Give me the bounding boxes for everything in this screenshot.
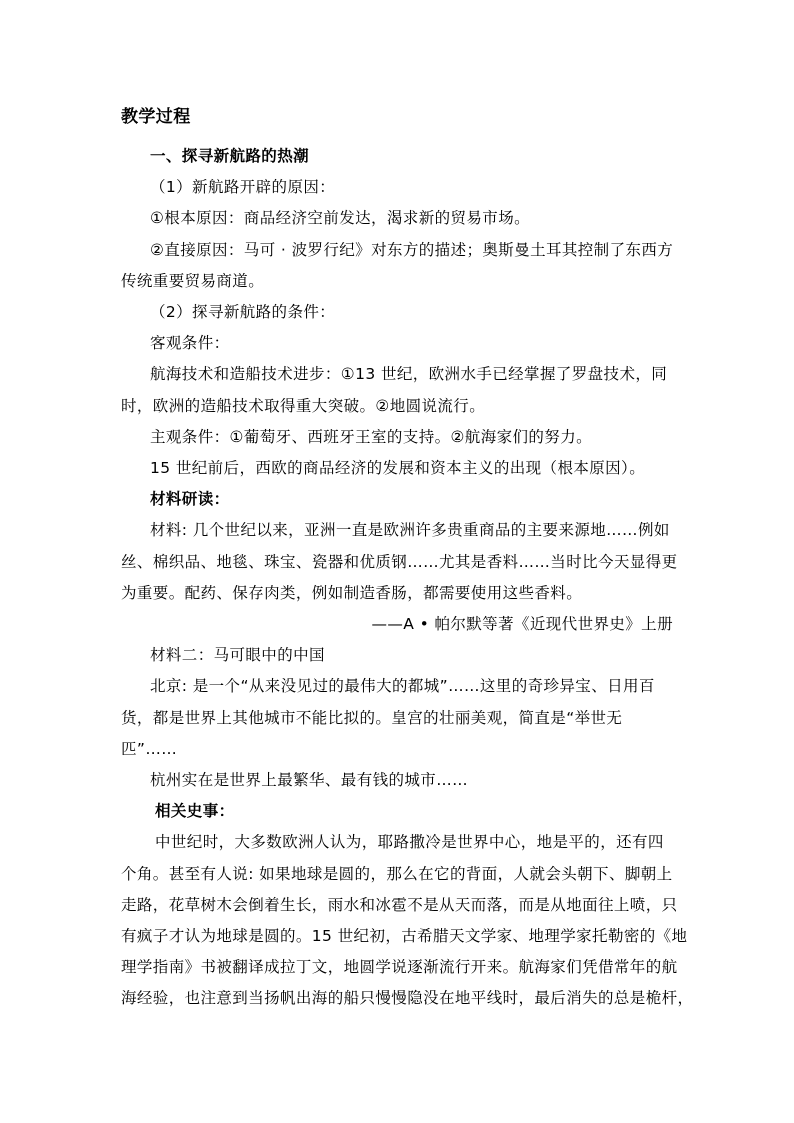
paragraph-text: 理学指南》书被翻译成拉丁文，地圆学说逐渐流行开来。航海家们凭借常年的航 <box>121 958 678 976</box>
history-heading: 相关史事： <box>155 802 235 820</box>
paragraph-text: 杭州实在是世界上最繁华、最有钱的城市…… <box>150 771 469 789</box>
paragraph-text: 匹”…… <box>121 740 178 758</box>
materials-heading: 材料研读： <box>150 490 230 508</box>
paragraph-text: 材料: 几个世纪以来，亚洲一直是欧洲许多贵重商品的主要来源地……例如 <box>150 521 670 539</box>
paragraph-text: 个角。甚至有人说: 如果地球是圆的，那么在它的背面，人就会头朝下、脚朝上 <box>121 865 673 883</box>
paragraph-text: ②直接原因：马可 · 波罗行纪》对东方的描述；奥斯曼土耳其控制了东西方 <box>150 241 674 259</box>
paragraph-text: 走路，花草树木会倒着生长，雨水和冰雹不是从天而落，而是从地面往上喷，只 <box>121 896 678 914</box>
paragraph-text: 货，都是世界上其他城市不能比拟的。皇宫的壮丽美观，简直是“举世无 <box>121 709 623 727</box>
paragraph-text: 时，欧洲的造船技术取得重大突破。②地圆说流行。 <box>121 397 486 415</box>
paragraph-text: 主观条件：①葡萄牙、西班牙王室的支持。②航海家们的努力。 <box>150 428 592 446</box>
paragraph-text: 传统重要贸易商道。 <box>121 272 265 290</box>
paragraph-text: ①根本原因：商品经济空前发达，渴求新的贸易市场。 <box>150 209 530 227</box>
paragraph-label: （1）新航路开辟的原因： <box>150 178 336 196</box>
paragraph-text: 北京: 是一个“从来没见过的最伟大的都城”……这里的奇珍异宝、日用百 <box>150 677 655 695</box>
paragraph-text: 客观条件： <box>150 334 230 352</box>
paragraph-text: 有疯子才认为地球是圆的。15 世纪初，古希腊天文学家、地理学家托勒密的《地 <box>121 927 688 945</box>
doc-title: 教学过程 <box>121 107 191 127</box>
paragraph-text: 材料二：马可眼中的中国 <box>150 646 325 664</box>
source-citation: ——A • 帕尔默等著《近现代世界史》上册 <box>371 615 673 633</box>
paragraph-text: 为重要。配药、保存肉类，例如制造香肠，都需要使用这些香料。 <box>121 584 583 602</box>
paragraph-label: （2）探寻新航路的条件： <box>150 303 336 321</box>
section-heading: 一、探寻新航路的热潮 <box>150 147 310 165</box>
paragraph-text: 航海技术和造船技术进步：①13 世纪，欧洲水手已经掌握了罗盘技术，同 <box>150 365 668 383</box>
paragraph-text: 丝、棉织品、地毯、珠宝、瓷器和优质钢……尤其是香料……当时比今天显得更 <box>121 553 678 571</box>
paragraph-text: 中世纪时，大多数欧洲人认为，耶路撒冷是世界中心，地是平的，还有四 <box>155 833 664 851</box>
paragraph-text: 海经验，也注意到当扬帆出海的船只慢慢隐没在地平线时，最后消失的总是桅杆， <box>121 989 694 1007</box>
paragraph-text: 15 世纪前后，西欧的商品经济的发展和资本主义的出现（根本原因）。 <box>150 459 646 477</box>
